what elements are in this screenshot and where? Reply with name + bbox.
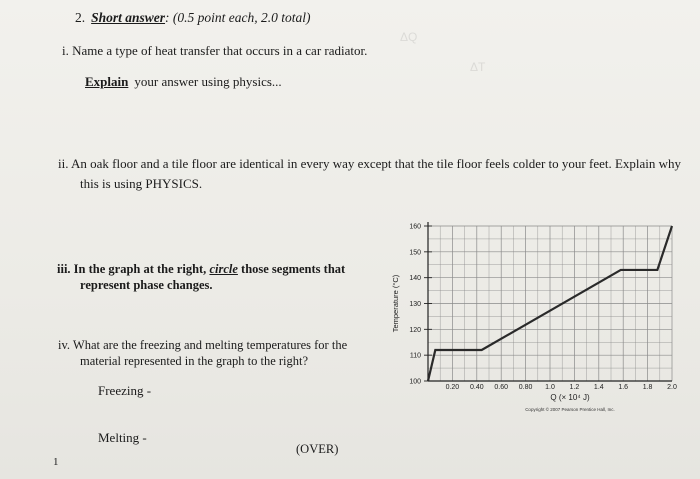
question-3-pre: iii. In the graph at the right, [57,262,207,276]
question-4-line-2: material represented in the graph to the right? [80,354,309,368]
question-2-line-1: ii. An oak floor and a tile floor are identical in every way except that the tile floor feels colder to your feet. Explain why [58,156,682,171]
x-tick-label: 1.2 [569,384,580,391]
bleed-through-text: ΔQ [400,30,418,44]
y-tick-label: 140 [409,275,421,283]
x-tick-label: 1.4 [593,384,604,391]
freezing-label: Freezing - [98,383,152,398]
question-3-line-1 [57,262,345,277]
x-tick-label: 0.20 [445,384,460,391]
section-header [75,10,311,26]
x-tick-label: 1.6 [618,384,629,391]
question-1-instruction-rest: your answer using physics... [134,74,282,89]
bleed-through-text: ΔT [470,60,486,74]
heating-curve-chart [380,216,680,426]
x-tick-label: 0.60 [494,384,509,391]
question-3-post: those segments that [241,262,346,276]
y-tick-label: 120 [409,326,421,334]
y-axis-label: Temperature (°C) [391,274,400,333]
circle-keyword: circle [209,262,238,276]
x-tick-label: 2.0 [667,384,677,391]
y-tick-label: 130 [409,301,421,308]
question-1-text: i. Name a type of heat transfer that occurs in a car radiator. [62,43,368,58]
y-tick-label: 100 [409,378,421,386]
section-points: : (0.5 point each, 2.0 total) [165,10,311,25]
y-tick-label: 110 [409,352,421,360]
x-tick-label: 1.8 [642,384,653,391]
melting-label: Melting - [98,430,147,445]
y-tick-label: 160 [409,223,421,231]
explain-label: Explain [85,74,129,89]
x-tick-label: 0.80 [518,384,533,391]
question-3-line-2: represent phase changes. [80,278,213,292]
x-tick-label: 0.40 [469,384,484,391]
question-4-line-1: iv. What are the freezing and melting temperatures for the [58,338,348,352]
page-number: 1 [53,456,59,468]
copyright-notice: Copyright © 2007 Pearson Prentice Hall, Inc. [525,407,615,412]
section-number: 2. [75,10,86,25]
over-label: (OVER) [296,442,339,456]
x-tick-label: 1.0 [545,384,555,391]
question-1-instruction [85,74,282,90]
section-title: Short answer [91,10,166,25]
question-2-line-2: this is using PHYSICS. [80,176,203,191]
x-axis-label: Q (× 10⁴ J) [550,393,590,402]
y-tick-label: 150 [409,249,421,257]
